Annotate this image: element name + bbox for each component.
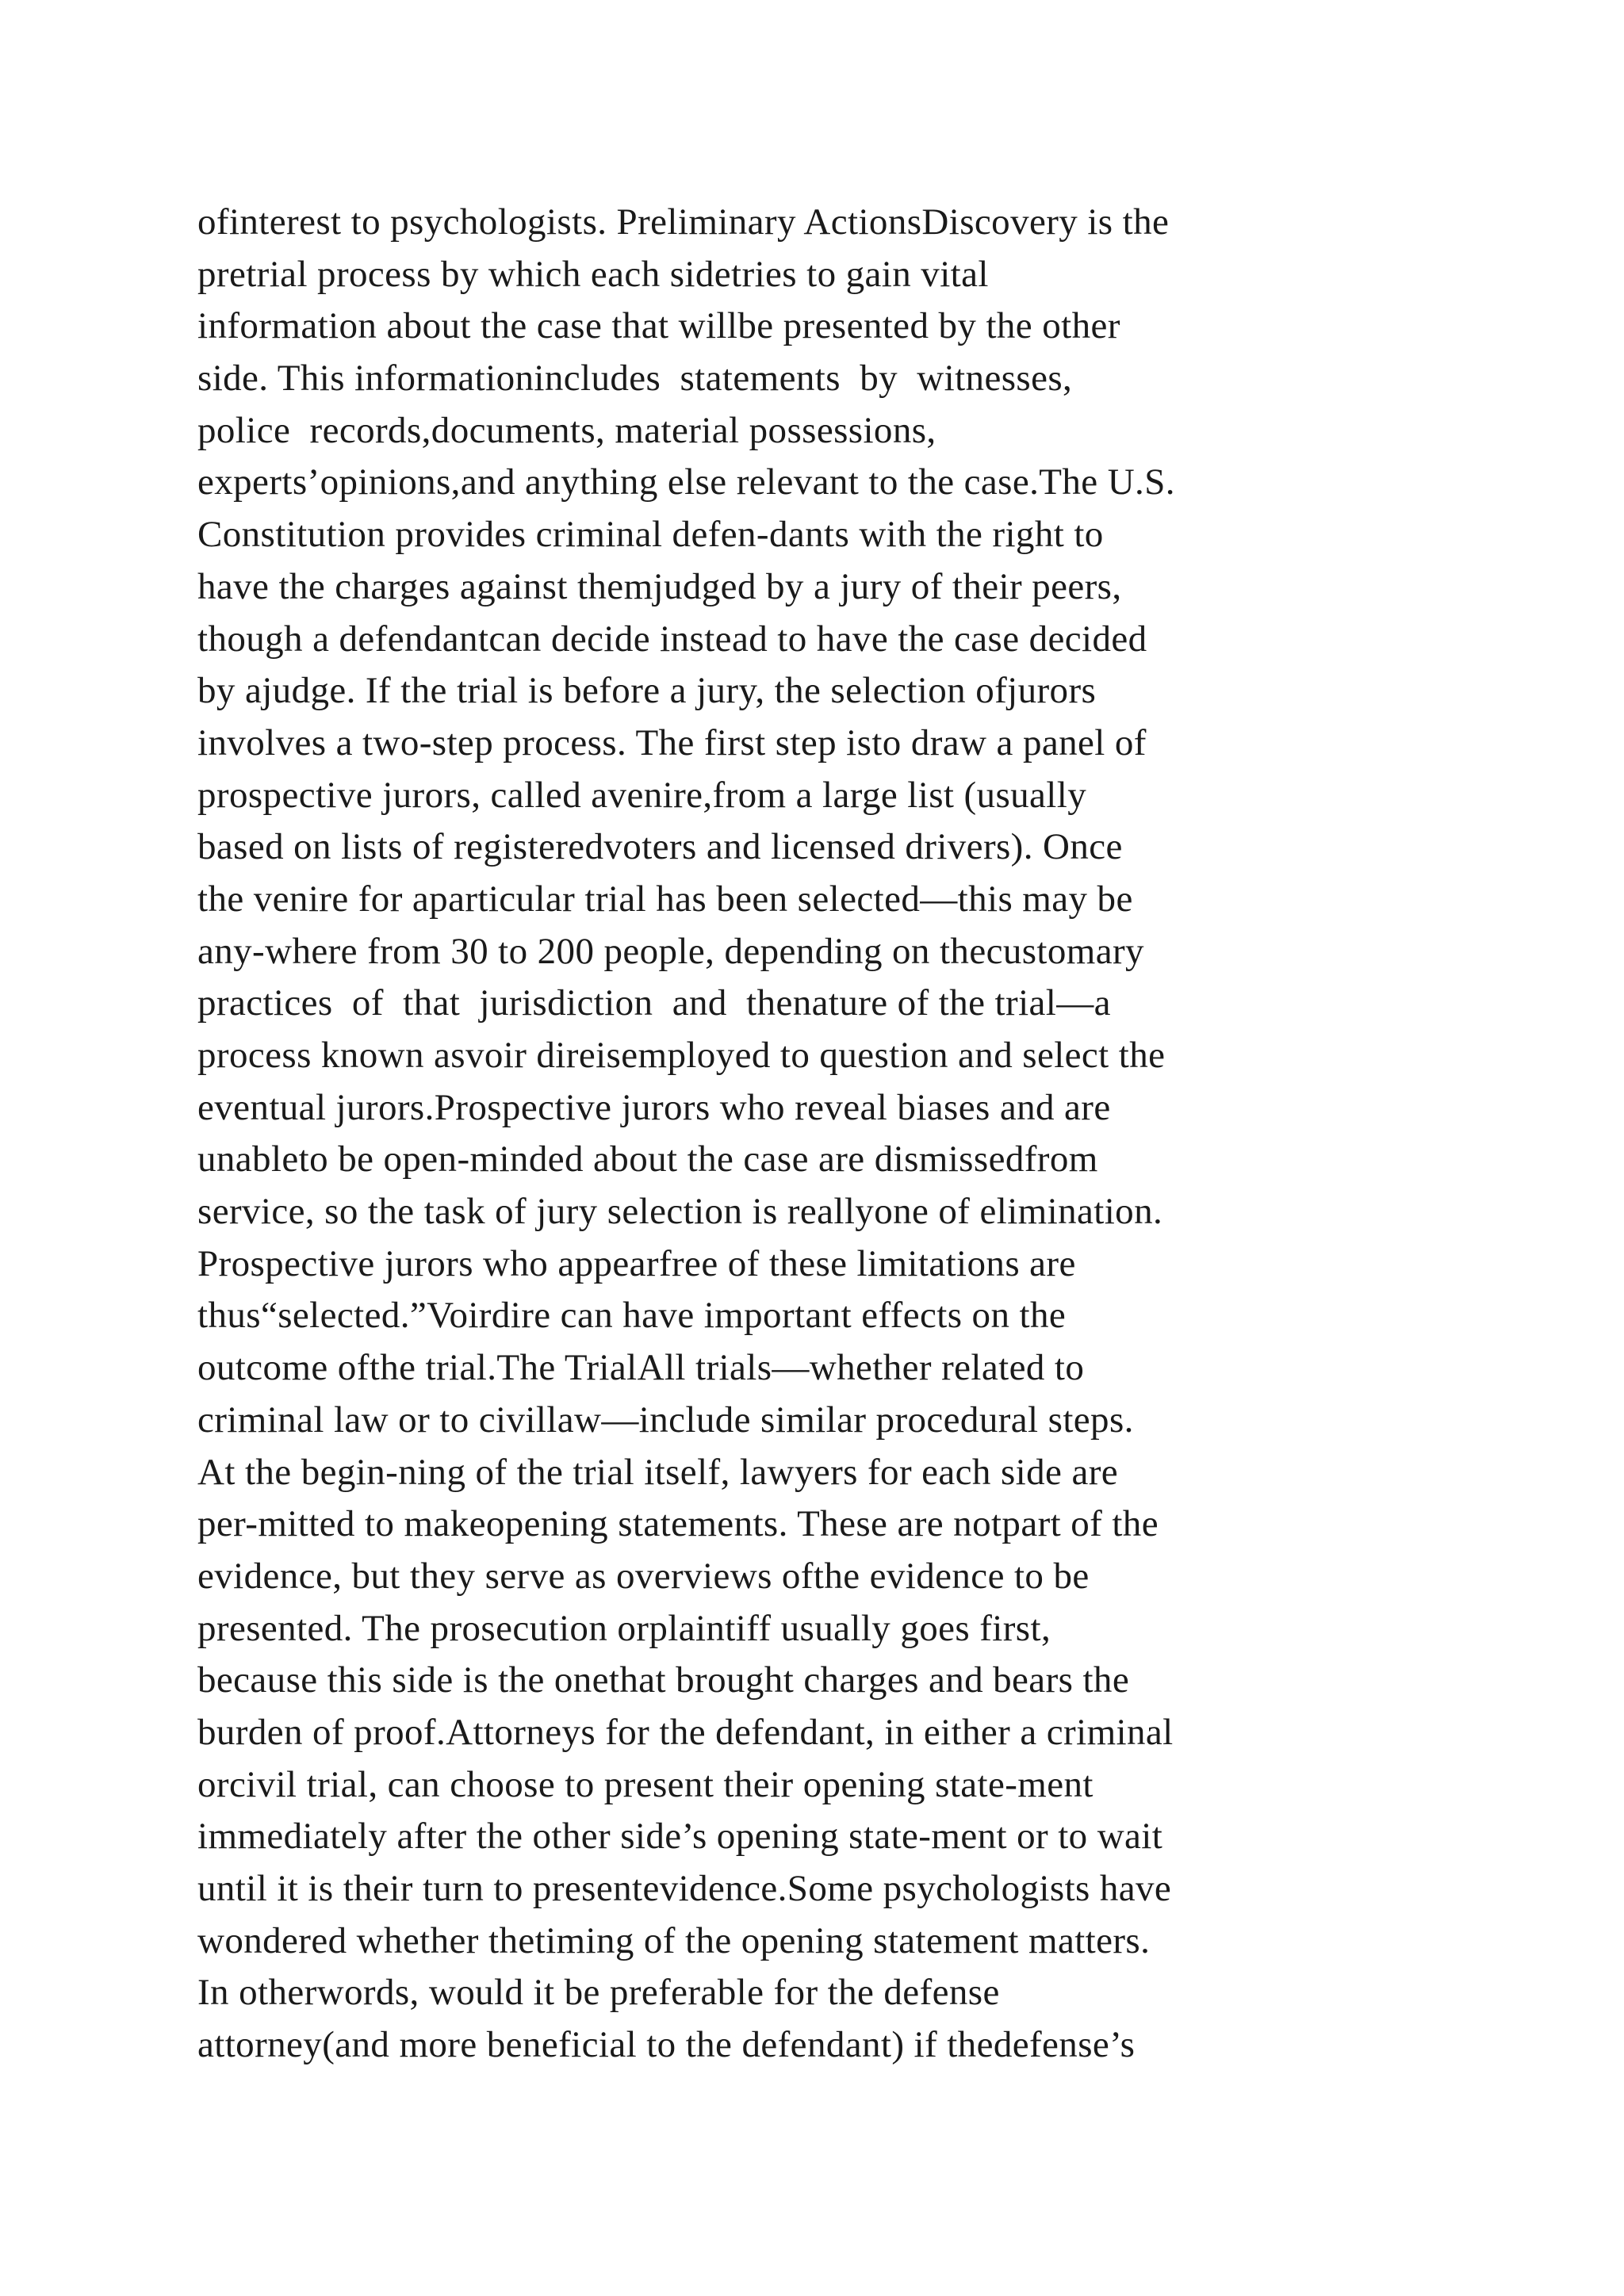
text-line: In otherwords, would it be preferable for the defense <box>197 1972 1000 2014</box>
text-line: information about the case that willbe presented by the other <box>197 305 1120 347</box>
text-line: per-mitted to makeopening statements. These are notpart of the <box>197 1503 1159 1545</box>
text-line: process known asvoir direisemployed to question and select the <box>197 1035 1166 1076</box>
text-line: service, so the task of jury selection is reallyone of elimination. <box>197 1191 1163 1233</box>
text-line: though a defendantcan decide instead to have the case decided <box>197 618 1147 660</box>
text-line: involves a two-step process. The first step isto draw a panel of <box>197 721 1147 763</box>
text-line: presented. The prosecution orplaintiff usually goes first, <box>197 1607 1051 1649</box>
text-line: immediately after the other side’s opening state-ment or to wait <box>197 1816 1163 1858</box>
text-line: side. This informationincludes statements by witnesses, <box>197 358 1073 400</box>
text-line: orcivil trial, can choose to present their opening state-ment <box>197 1763 1094 1805</box>
text-line: any-where from 30 to 200 people, depending on thecustomary <box>197 930 1144 972</box>
text-line: burden of proof.Attorneys for the defendant, in either a criminal <box>197 1711 1174 1753</box>
text-line: based on lists of registeredvoters and licensed drivers). Once <box>197 826 1123 868</box>
body-text <box>197 197 1466 2072</box>
text-line: wondered whether thetiming of the opening statement matters. <box>197 1919 1151 1961</box>
text-line: prospective jurors, called avenire,from a large list (usually <box>197 774 1087 816</box>
text-line: thus“selected.”Voirdire can have important effects on the <box>197 1295 1067 1337</box>
text-line: evidence, but they serve as overviews ofthe evidence to be <box>197 1555 1090 1597</box>
text-line: Prospective jurors who appearfree of these limitations are <box>197 1242 1076 1284</box>
text-line: by ajudge. If the trial is before a jury, the selection ofjurors <box>197 670 1097 712</box>
text-line: Constitution provides criminal defen-dants with the right to <box>197 514 1104 556</box>
text-line: outcome ofthe trial.The TrialAll trials—whether related to <box>197 1347 1085 1389</box>
text-line: attorney(and more beneficial to the defendant) if thedefense’s <box>197 2024 1136 2066</box>
text-line: pretrial process by which each sidetries to gain vital <box>197 253 989 295</box>
text-line: At the begin-ning of the trial itself, lawyers for each side are <box>197 1451 1119 1493</box>
text-line: practices of that jurisdiction and thenature of the trial—a <box>197 982 1111 1024</box>
text-line: unableto be open-minded about the case are dismissedfrom <box>197 1138 1098 1181</box>
text-line: have the charges against themjudged by a jury of their peers, <box>197 565 1122 607</box>
text-line: police records,documents, material possessions, <box>197 409 936 451</box>
text-line: criminal law or to civillaw—include similar procedural steps. <box>197 1399 1134 1441</box>
text-line: eventual jurors.Prospective jurors who reveal biases and are <box>197 1086 1111 1128</box>
text-line: the venire for aparticular trial has been selected—this may be <box>197 878 1133 920</box>
text-line: until it is their turn to presentevidence.Some psychologists have <box>197 1868 1172 1909</box>
text-line: experts’opinions,and anything else relevant to the case.The U.S. <box>197 461 1175 503</box>
text-line: ofinterest to psychologists. Preliminary ActionsDiscovery is the <box>197 201 1170 243</box>
text-line: because this side is the onethat brought charges and bears the <box>197 1659 1130 1701</box>
